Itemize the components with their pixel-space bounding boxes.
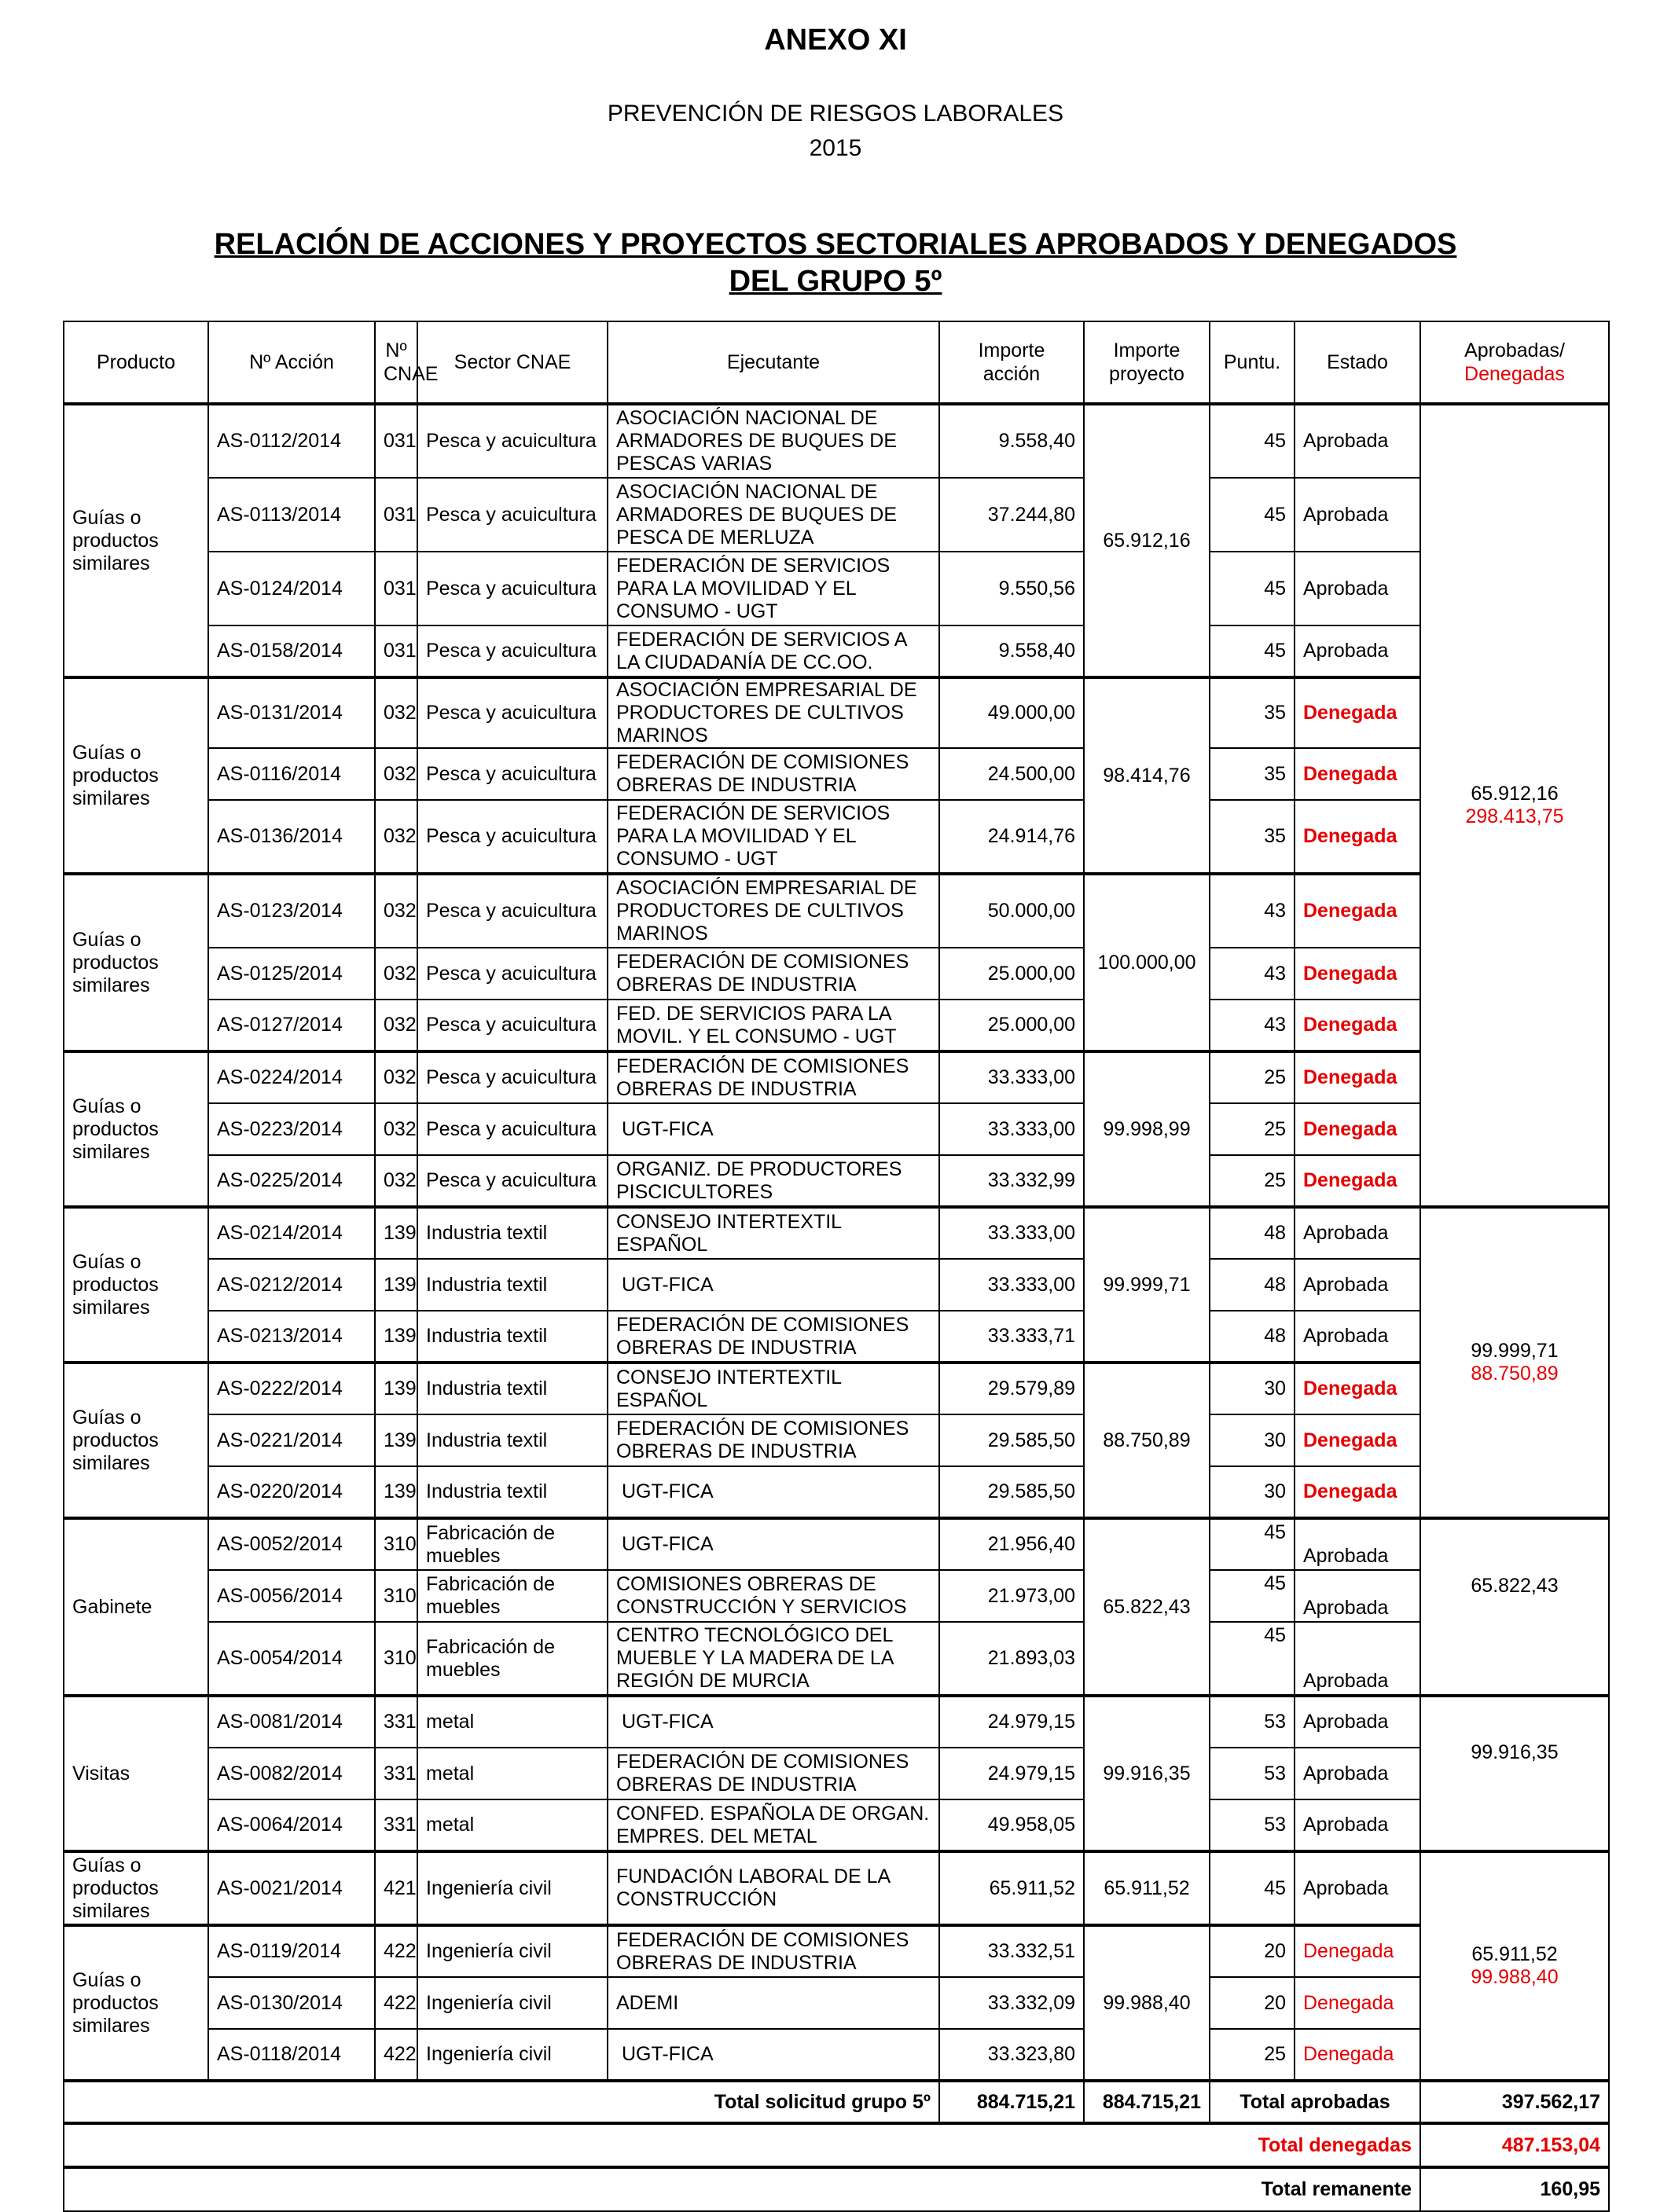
estado-cell: Aprobada: [1295, 1207, 1420, 1259]
ejecutante-cell: CONSEJO INTERTEXTIL ESPAÑOL: [608, 1207, 939, 1259]
sector-cell: Industria textil: [417, 1311, 608, 1363]
estado-cell: Denegada: [1295, 2029, 1420, 2081]
puntu-cell: 30: [1210, 1414, 1295, 1466]
producto-cell: Visitas: [64, 1696, 208, 1851]
table-row: [64, 552, 1609, 625]
table-row: [64, 1518, 1609, 1570]
ejecutante-cell: ORGANIZ. DE PRODUCTORES PISCICULTORES: [608, 1155, 939, 1207]
importe-accion-cell: 50.000,00: [939, 874, 1084, 948]
importe-proyecto-cell: 65.912,16: [1084, 404, 1210, 677]
table-row: [64, 1466, 1609, 1518]
sector-cell: Pesca y acuicultura: [417, 948, 608, 1000]
puntu-cell: 35: [1210, 748, 1295, 800]
col-header-estado: Estado: [1295, 321, 1420, 404]
cnae-cell: 031: [375, 625, 417, 677]
sector-cell: Ingeniería civil: [417, 1977, 608, 2029]
main-title-line-1: RELACIÓN DE ACCIONES Y PROYECTOS SECTORIALES APROBADOS Y DENEGADOS: [214, 228, 1457, 261]
importe-accion-cell: 25.000,00: [939, 1000, 1084, 1051]
producto-cell: Guías o productos similares: [64, 1207, 208, 1363]
accion-cell: AS-0118/2014: [208, 2029, 375, 2081]
accion-cell: AS-0214/2014: [208, 1207, 375, 1259]
total-solicitud-proyecto: 884.715,21: [1084, 2081, 1210, 2123]
table-row: [64, 1925, 1609, 1977]
estado-cell: Aprobada: [1295, 1259, 1420, 1311]
puntu-cell: 43: [1210, 874, 1295, 948]
table-row: [64, 677, 1609, 748]
sector-cell: Pesca y acuicultura: [417, 552, 608, 625]
document-year: 2015: [809, 135, 862, 161]
estado-cell: Denegada: [1295, 1363, 1420, 1414]
ejecutante-cell: CONSEJO INTERTEXTIL ESPAÑOL: [608, 1363, 939, 1414]
table-body: [64, 404, 1609, 2211]
col-header-accion: Nº Acción: [208, 321, 375, 404]
accion-cell: AS-0136/2014: [208, 800, 375, 874]
cnae-cell: 031: [375, 404, 417, 478]
cnae-cell: 032: [375, 874, 417, 948]
puntu-cell: 20: [1210, 1925, 1295, 1977]
sector-cell: Industria textil: [417, 1466, 608, 1518]
table-row: [64, 1799, 1609, 1851]
accion-cell: AS-0220/2014: [208, 1466, 375, 1518]
importe-proyecto-cell: 99.916,35: [1084, 1696, 1210, 1851]
cnae-cell: 032: [375, 748, 417, 800]
sector-cell: Fabricación de muebles: [417, 1518, 608, 1570]
importe-accion-cell: 37.244,80: [939, 478, 1084, 552]
table-row: [64, 1748, 1609, 1799]
accion-cell: AS-0125/2014: [208, 948, 375, 1000]
accion-cell: AS-0119/2014: [208, 1925, 375, 1977]
ejecutante-cell: ASOCIACIÓN EMPRESARIAL DE PRODUCTORES DE CULTIVOS MARINOS: [608, 677, 939, 748]
estado-cell: Denegada: [1295, 1103, 1420, 1155]
ejecutante-cell: FUNDACIÓN LABORAL DE LA CONSTRUCCIÓN: [608, 1851, 939, 1925]
ejecutante-cell: FEDERACIÓN DE COMISIONES OBRERAS DE INDUSTRIA: [608, 1925, 939, 1977]
sector-cell: Ingeniería civil: [417, 1851, 608, 1925]
table-row: [64, 625, 1609, 677]
importe-accion-cell: 65.911,52: [939, 1851, 1084, 1925]
cnae-cell: 421: [375, 1851, 417, 1925]
puntu-cell: 48: [1210, 1259, 1295, 1311]
cnae-cell: 032: [375, 677, 417, 748]
table-row: [64, 1696, 1609, 1748]
sector-cell: Pesca y acuicultura: [417, 677, 608, 748]
ejecutante-cell: UGT-FICA: [608, 1259, 939, 1311]
producto-cell: Guías o productos similares: [64, 1363, 208, 1518]
col-header-sector: Sector CNAE: [417, 321, 608, 404]
total-remanente-value: 160,95: [1420, 2167, 1609, 2211]
aprobadas-value: 99.999,71: [1471, 1340, 1559, 1362]
ejecutante-cell: ASOCIACIÓN EMPRESARIAL DE PRODUCTORES DE CULTIVOS MARINOS: [608, 874, 939, 948]
puntu-cell: 20: [1210, 1977, 1295, 2029]
estado-cell: Denegada: [1295, 948, 1420, 1000]
ejecutante-cell: UGT-FICA: [608, 1103, 939, 1155]
cnae-cell: 422: [375, 1925, 417, 1977]
importe-accion-cell: 33.323,80: [939, 2029, 1084, 2081]
cnae-cell: 139: [375, 1466, 417, 1518]
estado-cell: Denegada: [1295, 800, 1420, 874]
table-row: [64, 404, 1609, 478]
estado-cell: Denegada: [1295, 1000, 1420, 1051]
sector-cell: Industria textil: [417, 1259, 608, 1311]
aprobadas-value: 99.916,35: [1471, 1741, 1559, 1763]
ejecutante-cell: UGT-FICA: [608, 2029, 939, 2081]
sector-cell: Fabricación de muebles: [417, 1570, 608, 1622]
importe-proyecto-cell: 100.000,00: [1084, 874, 1210, 1051]
cnae-cell: 032: [375, 1103, 417, 1155]
ejecutante-cell: FEDERACIÓN DE COMISIONES OBRERAS DE INDUSTRIA: [608, 1748, 939, 1799]
cnae-cell: 032: [375, 1000, 417, 1051]
accion-cell: AS-0224/2014: [208, 1051, 375, 1103]
accion-cell: AS-0021/2014: [208, 1851, 375, 1925]
table-row: [64, 1622, 1609, 1696]
cnae-cell: 331: [375, 1696, 417, 1748]
col-header-puntu: Puntu.: [1210, 321, 1295, 404]
accion-cell: AS-0225/2014: [208, 1155, 375, 1207]
aprobadas-denegadas-cell: [1420, 1518, 1609, 1696]
ejecutante-cell: FEDERACIÓN DE COMISIONES OBRERAS DE INDUSTRIA: [608, 1414, 939, 1466]
col-header-ejecutante: Ejecutante: [608, 321, 939, 404]
cnae-cell: 032: [375, 948, 417, 1000]
cnae-cell: 310: [375, 1570, 417, 1622]
importe-proyecto-cell: 98.414,76: [1084, 677, 1210, 874]
importe-proyecto-cell: 99.998,99: [1084, 1051, 1210, 1207]
estado-cell: Aprobada: [1295, 552, 1420, 625]
table-row: [64, 1311, 1609, 1363]
total-solicitud-accion: 884.715,21: [939, 2081, 1084, 2123]
ejecutante-cell: FEDERACIÓN DE COMISIONES OBRERAS DE INDUSTRIA: [608, 748, 939, 800]
sector-cell: Pesca y acuicultura: [417, 748, 608, 800]
accion-cell: AS-0054/2014: [208, 1622, 375, 1696]
total-solicitud-row: [64, 2081, 1609, 2123]
table-row: [64, 1363, 1609, 1414]
producto-cell: Gabinete: [64, 1518, 208, 1696]
cnae-cell: 310: [375, 1518, 417, 1570]
accion-cell: AS-0127/2014: [208, 1000, 375, 1051]
total-remanente-label: Total remanente: [64, 2167, 1420, 2211]
total-aprobadas-value: 397.562,17: [1420, 2081, 1609, 2123]
table-row: [64, 874, 1609, 948]
importe-accion-cell: 49.000,00: [939, 677, 1084, 748]
table-row: [64, 800, 1609, 874]
importe-accion-cell: 33.333,71: [939, 1311, 1084, 1363]
importe-accion-cell: 33.333,00: [939, 1103, 1084, 1155]
cnae-cell: 422: [375, 2029, 417, 2081]
importe-proyecto-cell: 65.822,43: [1084, 1518, 1210, 1696]
ejecutante-cell: ADEMI: [608, 1977, 939, 2029]
accion-cell: AS-0223/2014: [208, 1103, 375, 1155]
table-row: [64, 1000, 1609, 1051]
puntu-cell: 30: [1210, 1363, 1295, 1414]
col-header-importe-accion: Importe acción: [939, 321, 1084, 404]
sector-cell: Pesca y acuicultura: [417, 1051, 608, 1103]
accion-cell: AS-0081/2014: [208, 1696, 375, 1748]
col-header-cnae: Nº CNAE: [375, 321, 417, 404]
cnae-cell: 422: [375, 1977, 417, 2029]
accion-cell: AS-0158/2014: [208, 625, 375, 677]
puntu-cell: 45: [1210, 1518, 1295, 1570]
accion-cell: AS-0082/2014: [208, 1748, 375, 1799]
sector-cell: Ingeniería civil: [417, 1925, 608, 1977]
accion-cell: AS-0116/2014: [208, 748, 375, 800]
ejecutante-cell: CONFED. ESPAÑOLA DE ORGAN. EMPRES. DEL METAL: [608, 1799, 939, 1851]
importe-proyecto-cell: 99.988,40: [1084, 1925, 1210, 2081]
importe-accion-cell: 24.914,76: [939, 800, 1084, 874]
estado-cell: Aprobada: [1295, 1696, 1420, 1748]
accion-cell: AS-0123/2014: [208, 874, 375, 948]
document-subtitle: PREVENCIÓN DE RIESGOS LABORALES: [607, 101, 1064, 127]
accion-cell: AS-0112/2014: [208, 404, 375, 478]
estado-cell: Denegada: [1295, 1466, 1420, 1518]
total-solicitud-label: Total solicitud grupo 5º: [64, 2081, 939, 2123]
aprobadas-value: 65.911,52: [1471, 1943, 1558, 1965]
cnae-cell: 139: [375, 1363, 417, 1414]
ejecutante-cell: FEDERACIÓN DE SERVICIOS PARA LA MOVILIDAD Y EL CONSUMO - UGT: [608, 552, 939, 625]
sector-cell: Fabricación de muebles: [417, 1622, 608, 1696]
col-header-producto: Producto: [64, 321, 208, 404]
cnae-cell: 139: [375, 1311, 417, 1363]
importe-accion-cell: 21.893,03: [939, 1622, 1084, 1696]
sector-cell: Pesca y acuicultura: [417, 874, 608, 948]
cnae-cell: 139: [375, 1259, 417, 1311]
estado-cell: Aprobada: [1295, 1311, 1420, 1363]
puntu-cell: 45: [1210, 478, 1295, 552]
sector-cell: Pesca y acuicultura: [417, 1103, 608, 1155]
puntu-cell: 45: [1210, 552, 1295, 625]
producto-cell: Guías o productos similares: [64, 1851, 208, 1925]
sector-cell: Pesca y acuicultura: [417, 478, 608, 552]
cnae-cell: 139: [375, 1207, 417, 1259]
importe-accion-cell: 25.000,00: [939, 948, 1084, 1000]
estado-cell: Denegada: [1295, 874, 1420, 948]
estado-cell: Denegada: [1295, 1977, 1420, 2029]
main-title-line-2: DEL GRUPO 5º: [729, 265, 942, 298]
estado-cell: Denegada: [1295, 748, 1420, 800]
ejecutante-cell: FED. DE SERVICIOS PARA LA MOVIL. Y EL CONSUMO - UGT: [608, 1000, 939, 1051]
sector-cell: metal: [417, 1748, 608, 1799]
puntu-cell: 35: [1210, 800, 1295, 874]
aprobadas-denegadas-cell: [1420, 1207, 1609, 1518]
annex-title: ANEXO XI: [764, 24, 907, 57]
total-denegadas-label: Total denegadas: [64, 2123, 1420, 2167]
ejecutante-cell: COMISIONES OBRERAS DE CONSTRUCCIÓN Y SERVICIOS: [608, 1570, 939, 1622]
total-aprobadas-label: Total aprobadas: [1210, 2081, 1420, 2123]
importe-accion-cell: 21.956,40: [939, 1518, 1084, 1570]
sector-cell: metal: [417, 1696, 608, 1748]
aprobadas-denegadas-cell: [1420, 1696, 1609, 1851]
accion-cell: AS-0213/2014: [208, 1311, 375, 1363]
importe-proyecto-cell: 65.911,52: [1084, 1851, 1210, 1925]
accion-cell: AS-0113/2014: [208, 478, 375, 552]
total-denegadas-row: [64, 2123, 1609, 2167]
importe-accion-cell: 24.500,00: [939, 748, 1084, 800]
table-row: [64, 1103, 1609, 1155]
estado-cell: Aprobada: [1295, 1622, 1420, 1696]
importe-accion-cell: 9.558,40: [939, 404, 1084, 478]
cnae-cell: 032: [375, 1155, 417, 1207]
ejecutante-cell: FEDERACIÓN DE COMISIONES OBRERAS DE INDUSTRIA: [608, 1311, 939, 1363]
importe-accion-cell: 33.332,09: [939, 1977, 1084, 2029]
importe-accion-cell: 49.958,05: [939, 1799, 1084, 1851]
ejecutante-cell: UGT-FICA: [608, 1466, 939, 1518]
estado-cell: Denegada: [1295, 677, 1420, 748]
importe-accion-cell: 21.973,00: [939, 1570, 1084, 1622]
puntu-cell: 48: [1210, 1207, 1295, 1259]
producto-cell: Guías o productos similares: [64, 874, 208, 1051]
sector-cell: Industria textil: [417, 1207, 608, 1259]
sector-cell: Ingeniería civil: [417, 2029, 608, 2081]
accion-cell: AS-0221/2014: [208, 1414, 375, 1466]
importe-proyecto-cell: 88.750,89: [1084, 1363, 1210, 1518]
importe-accion-cell: 29.579,89: [939, 1363, 1084, 1414]
estado-cell: Denegada: [1295, 1414, 1420, 1466]
cnae-cell: 031: [375, 552, 417, 625]
puntu-cell: 43: [1210, 948, 1295, 1000]
puntu-cell: 45: [1210, 1570, 1295, 1622]
importe-accion-cell: 33.333,00: [939, 1051, 1084, 1103]
importe-accion-cell: 24.979,15: [939, 1696, 1084, 1748]
puntu-cell: 53: [1210, 1696, 1295, 1748]
accion-cell: AS-0064/2014: [208, 1799, 375, 1851]
accion-cell: AS-0056/2014: [208, 1570, 375, 1622]
col-header-importe-proyecto: Importe proyecto: [1084, 321, 1210, 404]
estado-cell: Aprobada: [1295, 404, 1420, 478]
denegadas-value: 99.988,40: [1471, 1966, 1559, 1988]
puntu-cell: 45: [1210, 1851, 1295, 1925]
ejecutante-cell: ASOCIACIÓN NACIONAL DE ARMADORES DE BUQUES DE PESCAS VARIAS: [608, 404, 939, 478]
table-row: [64, 1570, 1609, 1622]
puntu-cell: 53: [1210, 1748, 1295, 1799]
ejecutante-cell: CENTRO TECNOLÓGICO DEL MUEBLE Y LA MADERA DE LA REGIÓN DE MURCIA: [608, 1622, 939, 1696]
sector-cell: Pesca y acuicultura: [417, 404, 608, 478]
puntu-cell: 25: [1210, 2029, 1295, 2081]
estado-cell: Aprobada: [1295, 1799, 1420, 1851]
sector-cell: Pesca y acuicultura: [417, 625, 608, 677]
cnae-cell: 139: [375, 1414, 417, 1466]
puntu-cell: 35: [1210, 677, 1295, 748]
col-header-aprobadas-denegadas: Aprobadas/ Denegadas: [1420, 321, 1609, 404]
table-row: [64, 1977, 1609, 2029]
importe-accion-cell: 9.558,40: [939, 625, 1084, 677]
table-row: [64, 1155, 1609, 1207]
estado-cell: Denegada: [1295, 1051, 1420, 1103]
estado-cell: Denegada: [1295, 1925, 1420, 1977]
producto-cell: Guías o productos similares: [64, 1925, 208, 2081]
importe-accion-cell: 9.550,56: [939, 552, 1084, 625]
table-row: [64, 2029, 1609, 2081]
puntu-cell: 48: [1210, 1311, 1295, 1363]
cnae-cell: 331: [375, 1799, 417, 1851]
importe-accion-cell: 29.585,50: [939, 1466, 1084, 1518]
puntu-cell: 53: [1210, 1799, 1295, 1851]
ejecutante-cell: FEDERACIÓN DE SERVICIOS A LA CIUDADANÍA DE CC.OO.: [608, 625, 939, 677]
ejecutante-cell: UGT-FICA: [608, 1518, 939, 1570]
accion-cell: AS-0222/2014: [208, 1363, 375, 1414]
sector-cell: metal: [417, 1799, 608, 1851]
estado-cell: Aprobada: [1295, 1851, 1420, 1925]
table-row: [64, 1851, 1609, 1925]
importe-proyecto-cell: 99.999,71: [1084, 1207, 1210, 1363]
accion-cell: AS-0212/2014: [208, 1259, 375, 1311]
estado-cell: Denegada: [1295, 1155, 1420, 1207]
puntu-cell: 25: [1210, 1155, 1295, 1207]
cnae-cell: 032: [375, 1051, 417, 1103]
puntu-cell: 43: [1210, 1000, 1295, 1051]
importe-accion-cell: 33.333,00: [939, 1207, 1084, 1259]
puntu-cell: 45: [1210, 404, 1295, 478]
table-row: [64, 1259, 1609, 1311]
denegadas-value: 298.413,75: [1465, 805, 1564, 827]
table-row: [64, 478, 1609, 552]
cnae-cell: 331: [375, 1748, 417, 1799]
cnae-cell: 032: [375, 800, 417, 874]
puntu-cell: 45: [1210, 625, 1295, 677]
table-row: [64, 1207, 1609, 1259]
table-row: [64, 1051, 1609, 1103]
aprobadas-denegadas-cell: [1420, 404, 1609, 1207]
producto-cell: Guías o productos similares: [64, 677, 208, 874]
estado-cell: Aprobada: [1295, 1518, 1420, 1570]
cnae-cell: 031: [375, 478, 417, 552]
ejecutante-cell: FEDERACIÓN DE COMISIONES OBRERAS DE INDUSTRIA: [608, 1051, 939, 1103]
importe-accion-cell: 33.332,51: [939, 1925, 1084, 1977]
producto-cell: Guías o productos similares: [64, 1051, 208, 1207]
aprobadas-value: 65.822,43: [1471, 1575, 1559, 1597]
table-row: [64, 948, 1609, 1000]
sector-cell: Industria textil: [417, 1414, 608, 1466]
ejecutante-cell: ASOCIACIÓN NACIONAL DE ARMADORES DE BUQUES DE PESCA DE MERLUZA: [608, 478, 939, 552]
ejecutante-cell: FEDERACIÓN DE SERVICIOS PARA LA MOVILIDAD Y EL CONSUMO - UGT: [608, 800, 939, 874]
accion-cell: AS-0131/2014: [208, 677, 375, 748]
denegadas-value: 88.750,89: [1471, 1363, 1559, 1385]
sector-cell: Industria textil: [417, 1363, 608, 1414]
puntu-cell: 45: [1210, 1622, 1295, 1696]
sector-cell: Pesca y acuicultura: [417, 800, 608, 874]
total-denegadas-value: 487.153,04: [1420, 2123, 1609, 2167]
sector-cell: Pesca y acuicultura: [417, 1000, 608, 1051]
importe-accion-cell: 33.332,99: [939, 1155, 1084, 1207]
importe-accion-cell: 29.585,50: [939, 1414, 1084, 1466]
main-title: [0, 226, 1671, 300]
puntu-cell: 25: [1210, 1103, 1295, 1155]
importe-accion-cell: 33.333,00: [939, 1259, 1084, 1311]
ejecutante-cell: UGT-FICA: [608, 1696, 939, 1748]
table-header-row: [64, 321, 1609, 404]
total-remanente-row: [64, 2167, 1609, 2211]
puntu-cell: 25: [1210, 1051, 1295, 1103]
estado-cell: Aprobada: [1295, 1570, 1420, 1622]
accion-cell: AS-0052/2014: [208, 1518, 375, 1570]
estado-cell: Aprobada: [1295, 625, 1420, 677]
ejecutante-cell: FEDERACIÓN DE COMISIONES OBRERAS DE INDUSTRIA: [608, 948, 939, 1000]
estado-cell: Aprobada: [1295, 1748, 1420, 1799]
estado-cell: Aprobada: [1295, 478, 1420, 552]
puntu-cell: 30: [1210, 1466, 1295, 1518]
aprobadas-denegadas-cell: [1420, 1851, 1609, 2081]
sector-cell: Pesca y acuicultura: [417, 1155, 608, 1207]
table-row: [64, 748, 1609, 800]
actions-table: [63, 321, 1610, 2212]
producto-cell: Guías o productos similares: [64, 404, 208, 677]
aprobadas-value: 65.912,16: [1471, 783, 1559, 805]
accion-cell: AS-0124/2014: [208, 552, 375, 625]
accion-cell: AS-0130/2014: [208, 1977, 375, 2029]
table-row: [64, 1414, 1609, 1466]
cnae-cell: 310: [375, 1622, 417, 1696]
importe-accion-cell: 24.979,15: [939, 1748, 1084, 1799]
